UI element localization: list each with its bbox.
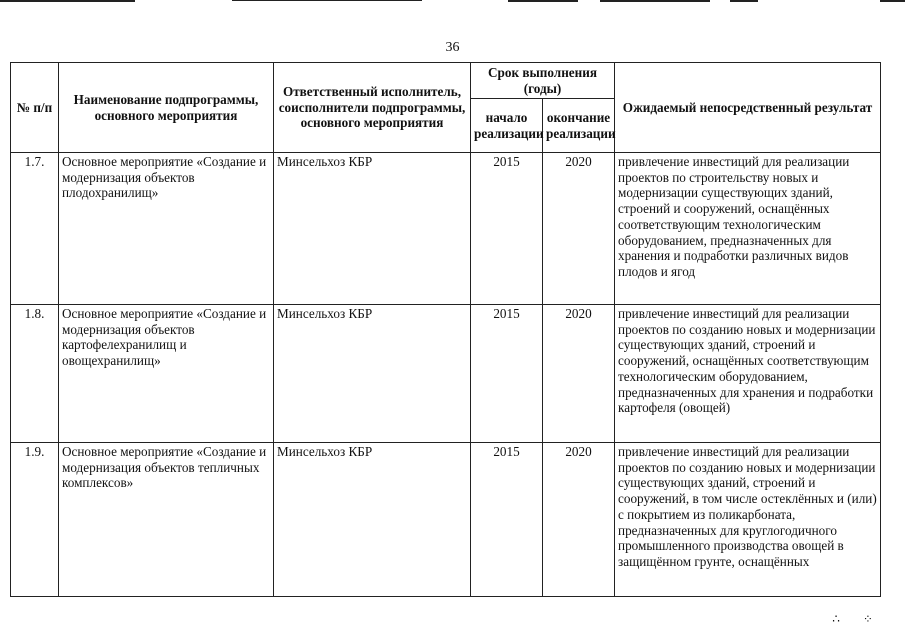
header-period: Срок выполнения (годы) bbox=[471, 63, 615, 99]
table-row bbox=[11, 153, 881, 305]
table-row bbox=[11, 443, 881, 597]
scan-artifact-line bbox=[508, 0, 578, 2]
scan-artifact-line bbox=[0, 0, 135, 2]
header-start: начало реализации bbox=[471, 99, 543, 153]
row-start: 2015 bbox=[471, 153, 543, 305]
row-name: Основное мероприятие «Создание и модернизация объектов плодохранилищ» bbox=[59, 153, 274, 305]
row-executor: Минсельхоз КБР bbox=[274, 443, 471, 597]
row-result: привлечение инвестиций для реализации проектов по созданию новых и модернизации существующих зданий, строений и сооружений, оснащённых соответствующим технологическим оборудованием, предназначенных для хранения и подработки картофеля (овощей) bbox=[615, 305, 881, 443]
table-row bbox=[11, 305, 881, 443]
row-executor: Минсельхоз КБР bbox=[274, 153, 471, 305]
row-number: 1.9. bbox=[11, 443, 59, 597]
scan-artifact-line bbox=[880, 0, 905, 2]
scan-artifact-line bbox=[730, 0, 758, 2]
row-result: привлечение инвестиций для реализации проектов по строительству новых и модернизации существующих зданий, строений и сооружений, оснащённых соответствующим технологическим оборудованием, предназначенных для хранения и подработки различных видов плодов и ягод bbox=[615, 153, 881, 305]
row-result: привлечение инвестиций для реализации проектов по созданию новых и модернизации существующих зданий, строений и сооружений, в том числе остеклённых и (или) с покрытием из поликарбоната, предназначенных для круглогодичного промышленного производства овощей в защищённом грунте, оснащённых bbox=[615, 443, 881, 597]
row-start: 2015 bbox=[471, 305, 543, 443]
row-end: 2020 bbox=[543, 305, 615, 443]
header-num: № п/п bbox=[11, 63, 59, 153]
row-end: 2020 bbox=[543, 153, 615, 305]
header-name: Наименование подпрограммы, основного мероприятия bbox=[59, 63, 274, 153]
row-end: 2020 bbox=[543, 443, 615, 597]
row-name: Основное мероприятие «Создание и модернизация объектов тепличных комплексов» bbox=[59, 443, 274, 597]
scan-specks: ∴ ⁘ bbox=[832, 612, 883, 626]
program-table bbox=[10, 62, 881, 597]
row-number: 1.8. bbox=[11, 305, 59, 443]
row-name: Основное мероприятие «Создание и модернизация объектов картофелехранилищ и овощехранилищ» bbox=[59, 305, 274, 443]
page-number: 36 bbox=[445, 40, 460, 55]
header-executor: Ответственный исполнитель, соисполнители подпрограммы, основного мероприятия bbox=[274, 63, 471, 153]
scan-artifact-line bbox=[600, 0, 710, 2]
header-end: окончание реализации bbox=[543, 99, 615, 153]
row-start: 2015 bbox=[471, 443, 543, 597]
row-number: 1.7. bbox=[11, 153, 59, 305]
scan-artifact-line bbox=[232, 0, 422, 1]
row-executor: Минсельхоз КБР bbox=[274, 305, 471, 443]
header-result: Ожидаемый непосредственный результат bbox=[615, 63, 881, 153]
